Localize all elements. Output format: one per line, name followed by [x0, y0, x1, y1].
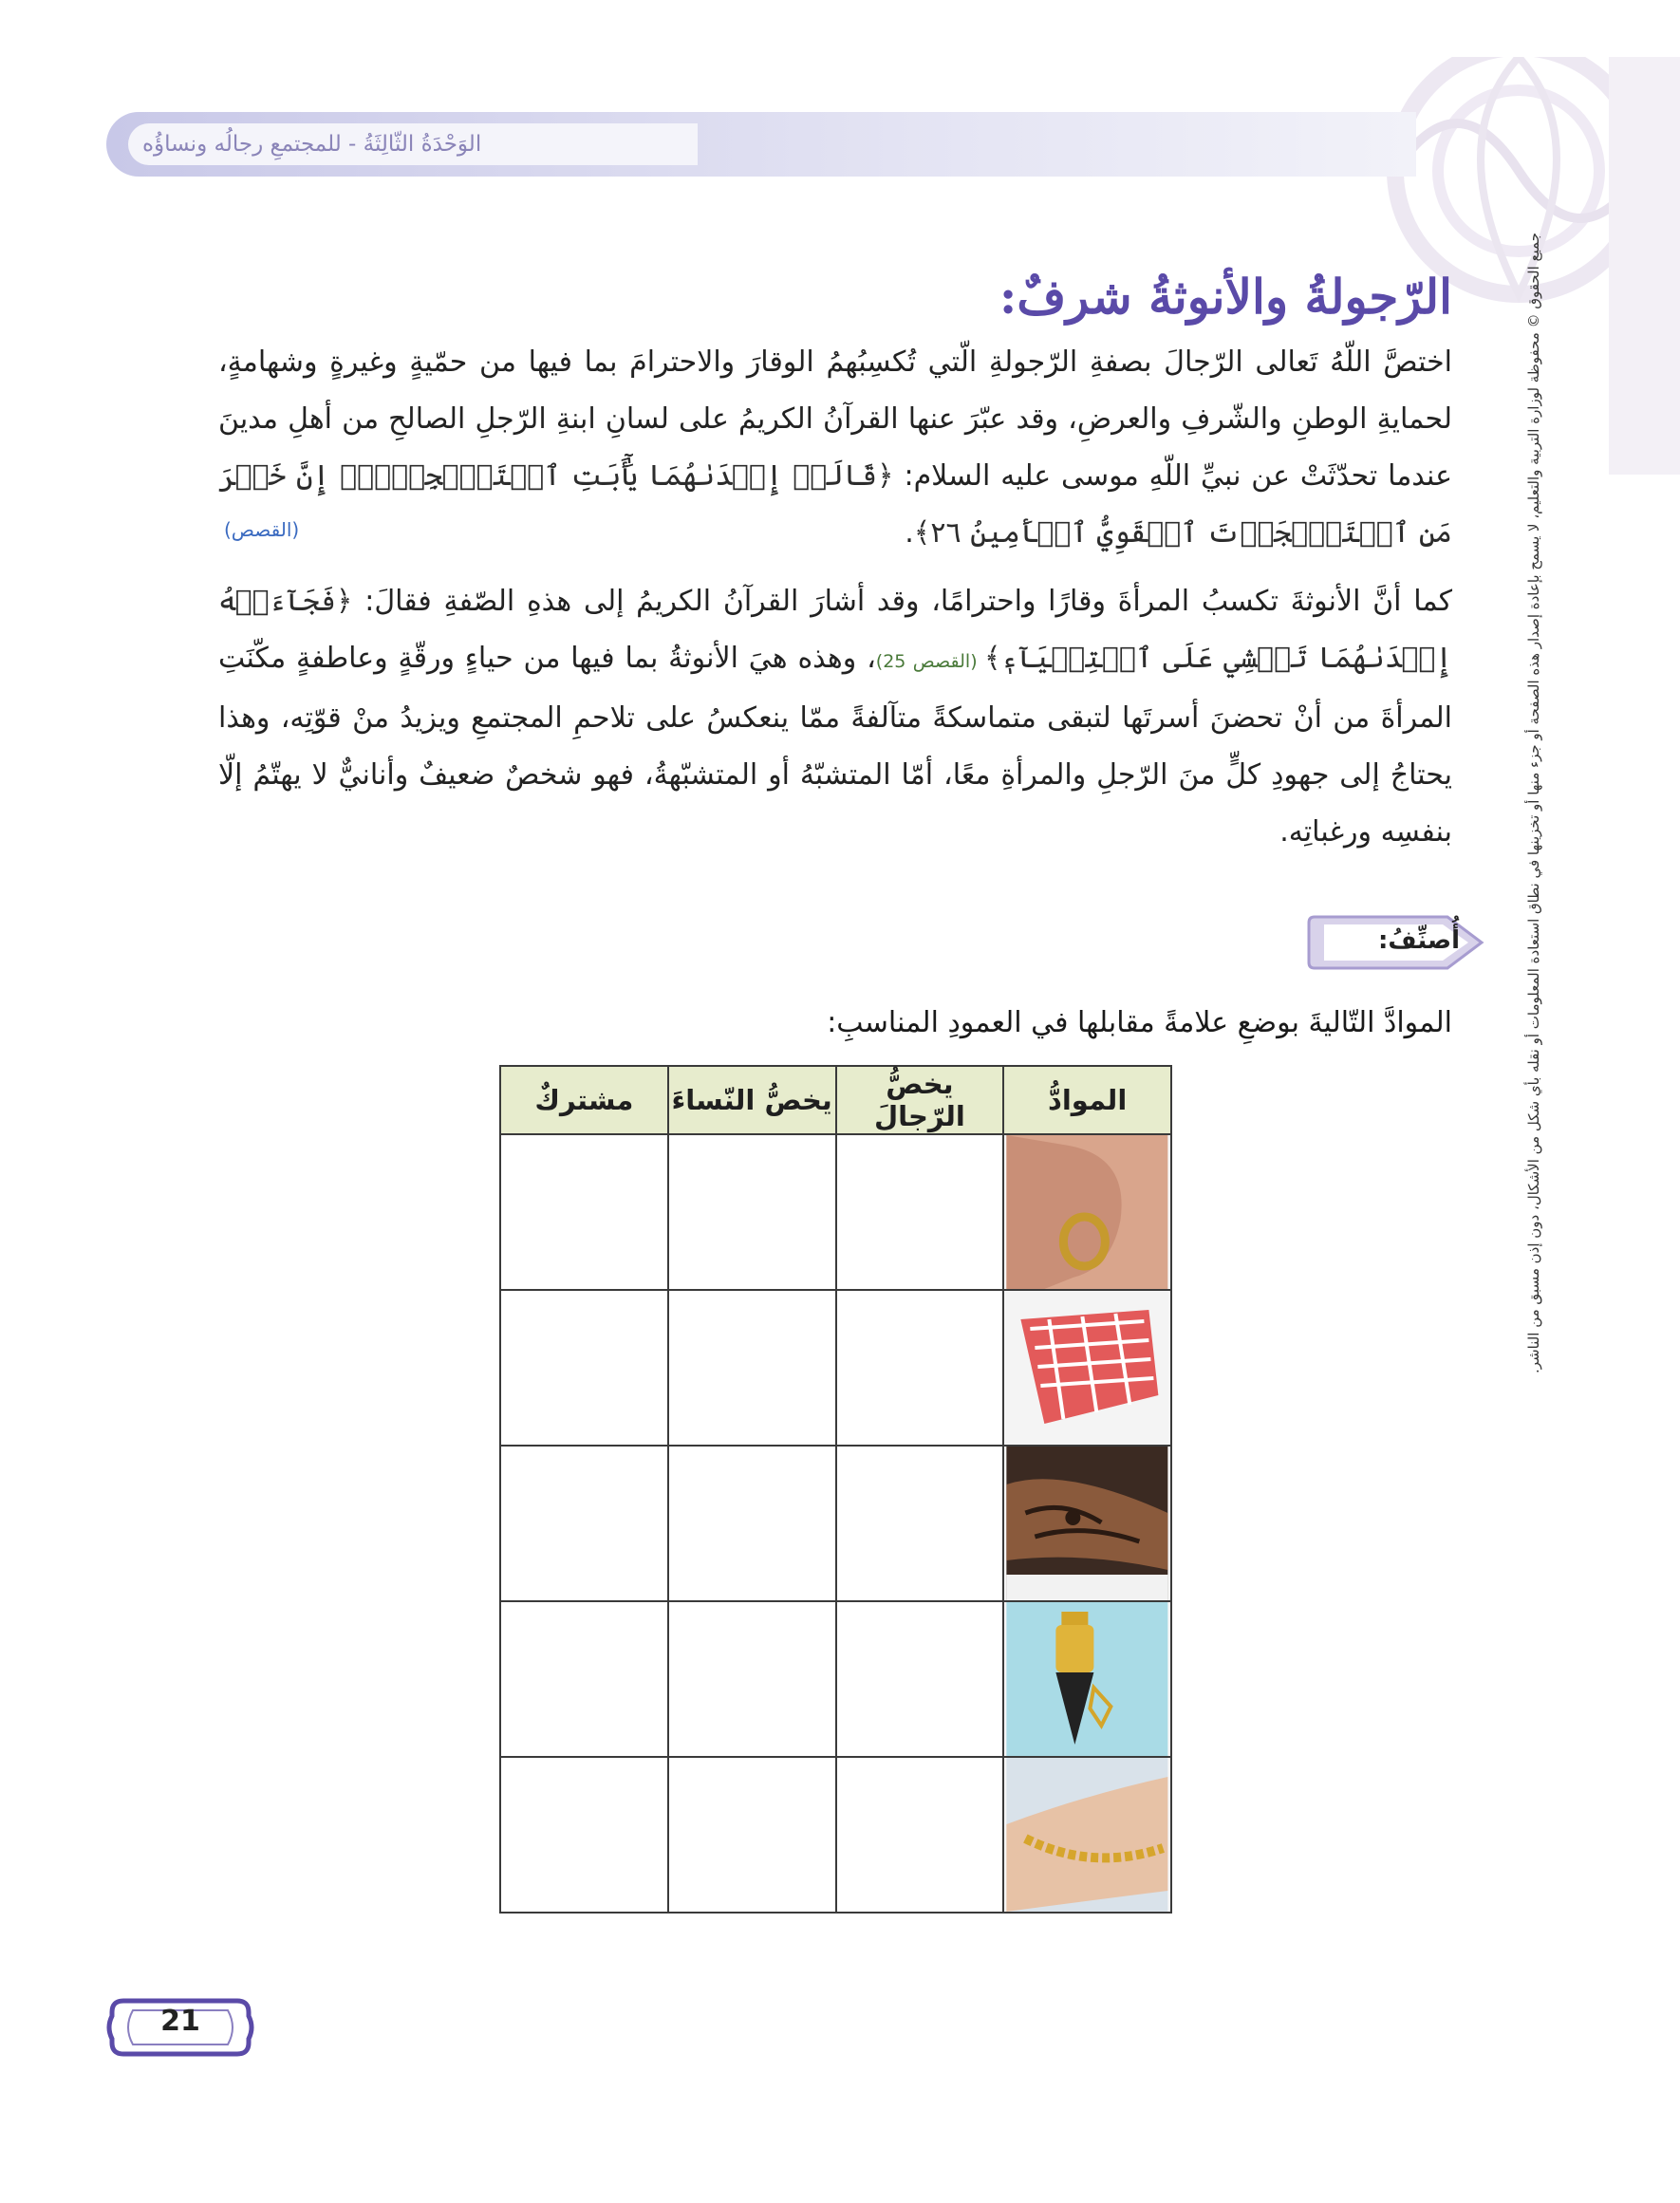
column-header-men: يخصُّ الرّجالَ [836, 1066, 1004, 1134]
table-row [500, 1134, 1171, 1290]
unit-title: الوَحْدَةُ الثّالِثَةُ - للمجتمعِ رجالُه ونساؤُه [142, 132, 482, 157]
item-image-cell [1003, 1601, 1171, 1757]
women-cell[interactable] [668, 1601, 836, 1757]
paragraph-text: ، وهذه هيَ الأنوثةُ بما فيها من حياءٍ ورقّةٍ وعاطفةٍ مكّنَتِ المرأةَ من أنْ تحضنَ أسرتَها لتبقى متماسكةً متآلفةً ممّا ينعكسُ على تلاحمِ المجتمعِ ويزيدُ منْ قوّتِه، وهذا يحتاجُ إلى جهودِ كلٍّ منَ الرّجلِ والمرأةِ معًا، أمّا المتشبّهُ أو المتشبّهةُ، فهو شخصٌ ضعيفٌ وأنانيٌّ لا يهتّمُ إلّا بنفسِه ورغباتِه. [218, 642, 1452, 849]
paragraph-text: اختصَّ اللّهُ تَعالى الرّجالَ بصفةِ الرّجولةِ الّتي تُكسِبُهمُ الوقارَ والاحترامَ بما فيها من حمّيةٍ وغيرةٍ وشهامةٍ، لحمايةِ الوطنِ والشّرفِ والعرضِ، وقد عبّرَ عنها القرآنُ الكريمُ على لسانِ ابنةِ الرّجلِ الصالحِ من أهلِ مدينَ عندما تحدّثَتْ عن نبيِّ اللّهِ موسى عليه السلام: [218, 345, 1452, 493]
shared-cell[interactable] [500, 1757, 668, 1913]
shared-cell[interactable] [500, 1290, 668, 1446]
section-title: الرّجولةُ والأنوثةُ شرفٌ: [999, 269, 1452, 325]
shared-cell[interactable] [500, 1446, 668, 1601]
page-number: 21 [160, 2005, 200, 2038]
men-cell[interactable] [836, 1446, 1004, 1601]
henna-image [1004, 1447, 1170, 1600]
table-row [500, 1446, 1171, 1601]
women-cell[interactable] [668, 1446, 836, 1601]
verse-reference: (القصص 25) [875, 651, 984, 672]
column-header-items: الموادُّ [1003, 1066, 1171, 1134]
quran-verse: ﴿قَالَتۡ إِحۡدَىٰهُمَا يَٰٓأَبَتِ ٱسۡتَـٔۡجِرۡهُۖ إِنَّ خَيۡرَ مَنِ ٱسۡتَـٔۡجَرۡتَ ٱلۡقَوِيُّ ٱلۡأَمِينُ ٢٦﴾ [218, 459, 1452, 550]
table-row [500, 1757, 1171, 1913]
shared-cell[interactable] [500, 1134, 668, 1290]
table-row [500, 1290, 1171, 1446]
shared-cell[interactable] [500, 1601, 668, 1757]
paragraph-womanhood [218, 573, 1452, 861]
earring-image [1004, 1135, 1170, 1289]
women-cell[interactable] [668, 1134, 836, 1290]
men-cell[interactable] [836, 1757, 1004, 1913]
kohl-container-image [1004, 1602, 1170, 1756]
copyright-notice: جميع الحقوق © محفوظة لوزارة التربية والتعليم، لا يسمح بإعادة إصدار هذه الصفحة أو جزء منها أو تخزينها في نطاق استعادة المعلومات أو نقله بأي شكل من الأشكال، دون إذن مسبق من الناشر. [1525, 233, 1542, 1374]
bracelet-image [1004, 1758, 1170, 1912]
classification-table [499, 1065, 1172, 1914]
paragraph-end: . [905, 516, 914, 550]
keffiyeh-image [1004, 1291, 1170, 1445]
quran-verse: ﴿فَجَآءَتۡهُ إِحۡدَىٰهُمَا تَمۡشِي عَلَى ٱسۡتِحۡيَآءٖ﴾ [218, 585, 1452, 675]
item-image-cell [1003, 1757, 1171, 1913]
item-image-cell [1003, 1134, 1171, 1290]
men-cell[interactable] [836, 1290, 1004, 1446]
table-row [500, 1601, 1171, 1757]
activity-instruction: الموادَّ التّاليةَ بوضعِ علامةً مقابلها في العمودِ المناسبِ: [827, 1006, 1452, 1039]
paragraph-text: كما أنَّ الأنوثةَ تكسبُ المرأةَ وقارًا واحترامًا، وقد أشارَ القرآنُ الكريمُ إلى هذهِ الصّفةِ فقالَ: [352, 585, 1452, 618]
table-header-row [500, 1066, 1171, 1134]
column-header-shared: مشتركٌ [500, 1066, 668, 1134]
item-image-cell [1003, 1290, 1171, 1446]
men-cell[interactable] [836, 1601, 1004, 1757]
women-cell[interactable] [668, 1290, 836, 1446]
column-header-women: يخصُّ النّساءَ [668, 1066, 836, 1134]
activity-label: أُصنِّفُ: [1377, 926, 1460, 955]
item-image-cell [1003, 1446, 1171, 1601]
men-cell[interactable] [836, 1134, 1004, 1290]
verse-reference: (القصص) [224, 518, 300, 541]
paragraph-manhood [218, 334, 1452, 562]
women-cell[interactable] [668, 1757, 836, 1913]
